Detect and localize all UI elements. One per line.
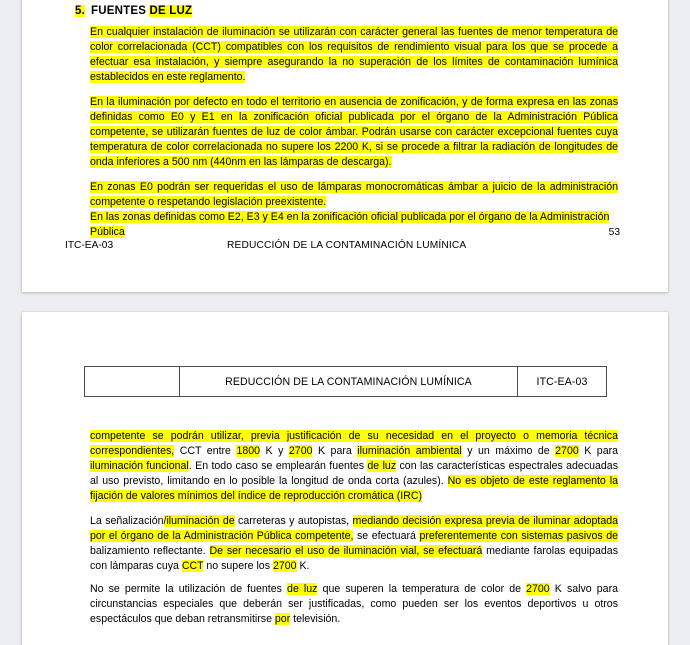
page-footer bbox=[22, 240, 668, 256]
paragraph-2-text: En la iluminación por defecto en todo el territorio en ausencia de zonificación, y de forma expresa en las zonas definidas como E0 y E1 en la zonificación oficial publicada por el órgano de la Administración Pública competente, se utilizarán fuentes de luz de color ámbar. Podrán usarse con carácter excepcional fuentes cuya temperatura de color correlacionada no supere los 2200 K, si se procede a filtrar la radiación de longitudes de onda inferiores a 500 nm (440nm en las lámparas de descarga). bbox=[90, 96, 618, 169]
p5-seg-15: No es objeto de este reglamento la fijación de valores mínimos del índice de reproducción cromática (IRC) bbox=[90, 475, 619, 503]
paragraph-1 bbox=[90, 25, 618, 85]
paragraph-1-text: En cualquier instalación de iluminación se utilizarán con carácter general las fuentes de menor temperatura de color correlacionada (CCT) compatibles con los requisitos de rendimiento visual para los que se procede a efectuar esa instalación, y siempre asegurando la no superación de los límites de contaminación lumínica establecidos en este reglamento. bbox=[90, 26, 618, 84]
section-heading bbox=[75, 5, 192, 17]
paragraph-3-text: En zonas E0 podrán ser requeridas el uso de lámparas monocromáticas ámbar a juicio de la administración competente o respetando legislación preexistente. bbox=[90, 181, 618, 209]
p5-seg-1: competente se podrán utilizar, previa justificación de su necesidad en el proyecto o memoria técnica correspondientes, bbox=[90, 430, 618, 458]
document-page-1 bbox=[22, 0, 668, 292]
page-1-content bbox=[22, 0, 668, 292]
footer-document-code: ITC-EA-03 bbox=[65, 240, 114, 251]
p6-seg-10: CCT bbox=[181, 560, 204, 573]
p5-seg-6: K para bbox=[312, 445, 358, 458]
header-cell-title: REDUCCIÓN DE LA CONTAMINACIÓN LUMÍNICA bbox=[180, 367, 518, 397]
footer-document-title: REDUCCIÓN DE LA CONTAMINACIÓN LUMÍNICA bbox=[227, 240, 467, 251]
p7-seg-6: por bbox=[274, 613, 291, 626]
paragraph-7 bbox=[90, 582, 618, 627]
p5-seg-10: K para bbox=[578, 445, 619, 458]
p5-seg-7: iluminación ambiental bbox=[357, 445, 462, 458]
section-title-plain: FUENTES bbox=[91, 5, 147, 17]
p5-seg-11: iluminación funcional bbox=[90, 460, 189, 473]
p5-seg-5: 2700 bbox=[288, 445, 313, 458]
p7-seg-4: 2700 bbox=[526, 583, 550, 595]
p7-seg-5: K salvo para circunstancias especiales que deberán ser justificadas, como pueden ser los eventos deportivos u otros espectáculos que deban retransmitirse bbox=[90, 583, 618, 626]
paragraph-4-text: En las zonas definidas como E2, E3 y E4 en la zonificación oficial publicada por el órgano de la Administración Pública bbox=[90, 211, 610, 239]
p6-seg-4: mediando decisión expresa previa de iluminar adoptada por el órgano de la Administración Pública competente, bbox=[90, 515, 618, 543]
paragraph-3 bbox=[90, 180, 618, 210]
p5-seg-13: de luz bbox=[367, 460, 397, 473]
section-number: 5. bbox=[75, 5, 85, 17]
p6-seg-13: K. bbox=[296, 560, 310, 573]
p5-seg-4: K y bbox=[260, 445, 289, 458]
paragraph-2 bbox=[90, 95, 618, 170]
p5-seg-3: 1800 bbox=[236, 445, 261, 458]
p5-seg-12: . En todo caso se emplearán fuentes bbox=[188, 460, 368, 473]
p7-seg-1: No se permite la utilización de fuentes bbox=[90, 583, 288, 595]
paragraph-6 bbox=[90, 514, 618, 574]
p6-seg-1: La señalización bbox=[90, 515, 164, 527]
p7-seg-2: de luz bbox=[287, 583, 318, 595]
p6-seg-9: mediante farolas equipadas con lámparas cuya bbox=[90, 545, 618, 573]
p6-seg-7: balizamiento reflectante. bbox=[90, 545, 210, 558]
p7-seg-7: televisión. bbox=[290, 613, 341, 626]
p5-seg-2: CCT entre bbox=[174, 445, 237, 458]
p5-seg-9: 2700 bbox=[555, 445, 579, 458]
p6-seg-8: De ser necesario el uso de iluminación vial, se efectuará bbox=[209, 545, 483, 558]
p6-seg-11: no supere los bbox=[203, 560, 273, 573]
p5-seg-14: con las características espectrales adecuadas al uso previsto, limitando en lo posible la longitud de onda corta (azules). bbox=[90, 460, 618, 488]
document-page-2 bbox=[22, 312, 668, 645]
paragraph-5 bbox=[90, 429, 618, 504]
page-2-content bbox=[22, 312, 668, 645]
header-cell-code: ITC-EA-03 bbox=[518, 367, 607, 397]
p6-seg-12: 2700 bbox=[272, 560, 297, 573]
p7-seg-3: que superen la temperatura de color de bbox=[317, 583, 527, 595]
page-number: 53 bbox=[608, 227, 620, 238]
section-title-highlighted: DE LUZ bbox=[149, 5, 193, 17]
table-row bbox=[85, 367, 607, 397]
p6-seg-5: se efectuará bbox=[353, 530, 420, 543]
p6-seg-6: preferentemente con sistemas pasivos de bbox=[419, 530, 618, 543]
header-table bbox=[84, 366, 607, 397]
header-cell-left bbox=[85, 367, 180, 397]
p5-seg-8: y un máximo de bbox=[461, 445, 556, 458]
paragraph-4 bbox=[90, 210, 618, 240]
p6-seg-2: /iluminación de bbox=[163, 515, 235, 527]
p6-seg-3: carreteras y autopistas, bbox=[234, 515, 353, 527]
